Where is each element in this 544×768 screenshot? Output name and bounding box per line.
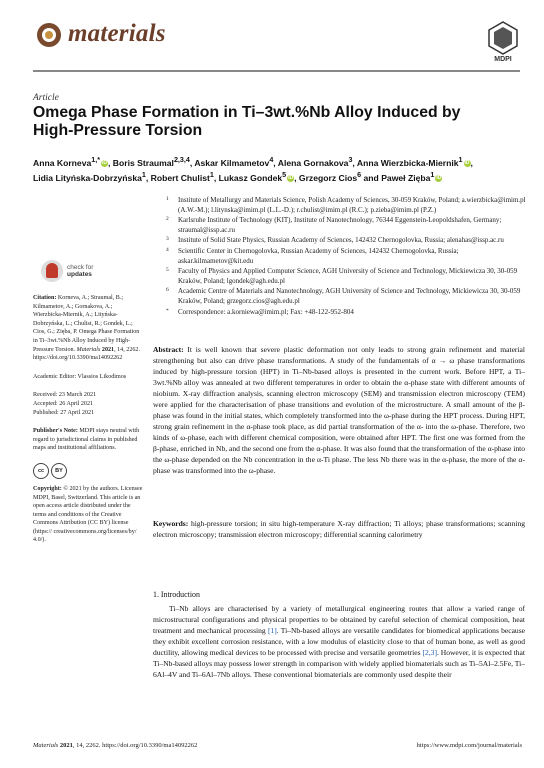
publisher-note-text: MDPI stays neutral with regard to jurisdictional claims in published maps and institutional affiliations. [33, 428, 140, 452]
affiliation-text: Faculty of Physics and Applied Computer Science, AGH University of Science and Technology, Mickiewicza 30, 30-059 Kraków, Poland; lgondek@agh.edu.pl [178, 267, 518, 285]
keywords [153, 518, 525, 540]
affiliation-item [166, 287, 526, 306]
affiliation-text: Scientific Center in Chernogolovka, Russian Academy of Sciences, 142432 Chernogolovka, Russia; askar.kilmametov@kit.edu [178, 246, 459, 265]
accepted-date: Accepted: 26 April 2021 [33, 400, 94, 407]
affiliation-number: * [166, 307, 169, 314]
copyright-block [33, 485, 143, 545]
sidebar [33, 260, 143, 555]
author-sup: 6 [357, 170, 362, 179]
affiliation-item [166, 247, 526, 266]
affiliation-number: 2 [166, 216, 169, 223]
keywords-label: Keywords: [153, 519, 189, 528]
author-sup: 2,3,4 [173, 156, 190, 164]
author: Lidia Lityńska-Dobrzyńska [33, 172, 142, 183]
affiliation-item [166, 267, 526, 286]
abstract-text: It is well known that severe plastic deformation not only leads to strong grain refinement and material strengthening but also can drive phase transformations. A study of the fundamentals of α → ω phase transformations induced by high-pressure torsion (HPT) in Ti–Nb-based alloys is presented in the current work. Before HPT, a Ti–3wt.%Nb alloy was annealed at two different temperatures in order to obtain the α-phase state with different amounts of niobium. X-ray diffraction analysis, scanning electron microscopy (SEM) and transmission electron microscopy (TEM) were applied for the characterisation of phase transitions and evolution of the microstructure. A small amount of the β-phase was found in the initial states, which completely transformed into the ω-phase during the HPT process. During HPT, strong grain refinement in the α-phase took place, as did partial transformation of the α- into the ω-phase. Therefore, two kinds of ω-phase, each with different chemical composition, were obtained after HPT. The first one was formed from the β-phase, enriched in Nb, and the second one from the α-phase. It was also found that the transformation of the α-phase into the ω-phase depended on the Nb concentration in the α-Ti phase. The less Nb there was in the α-phase, the more of the α-phase was transformed into the ω-phase. [153, 345, 525, 475]
citation-block [33, 294, 143, 363]
journal-name: materials [68, 20, 166, 47]
article-type: Article [33, 93, 59, 103]
author-line-1: Anna Korneva$^{1,*}$ iD, Boris Straumal$^{2,3,4}$, Askar Kilmametov$^4$, Alena Gornakova$^3$, Anna Wierzbicka-Miernik$^1$ iD, [33, 156, 473, 168]
affiliation-number: 4 [166, 246, 169, 253]
author: , Anna Wierzbicka-Miernik [352, 157, 459, 168]
orcid-icon[interactable]: iD [102, 160, 108, 167]
author-sup: 4 [269, 156, 274, 164]
affiliation-text: Academic Centre of Materials and Nanotechnology, AGH University of Science and Technology, Mickiewicza 30, 30-059 Kraków, Poland; grzegorz.cios@agh.edu.pl [178, 287, 521, 305]
author-sup: 3 [348, 156, 353, 164]
paper-title: Omega Phase Formation in Ti–3wt.%Nb Alloy Induced by High-Pressure Torsion [33, 104, 461, 139]
cc-license-badge[interactable] [33, 463, 67, 479]
citation-doi[interactable]: , 14, 2262. https://doi.org/10.3390/ma14092262 [33, 346, 140, 362]
affiliation-item [166, 216, 526, 235]
publisher-note [33, 427, 143, 453]
footer-journal-link[interactable]: https://www.mdpi.com/journal/materials [416, 742, 522, 749]
citation-year: 2021 [101, 346, 115, 353]
author-sup: 1 [430, 170, 435, 179]
abstract-label: Abstract: [153, 345, 184, 354]
affiliation-text: Correspondence: a.korniewa@imim.pl; Fax: +48-122-952-804 [178, 307, 354, 316]
author: and Paweł Zięba [361, 172, 431, 183]
author-list [33, 154, 523, 184]
author-sup: 1 [141, 170, 146, 179]
header-divider [33, 70, 520, 72]
publisher-name: MDPI [494, 56, 512, 63]
affiliation-number: 6 [166, 287, 169, 294]
affiliation-list [166, 196, 526, 317]
footer-journal: Materials [33, 742, 59, 749]
intro-text: Ti–Nb alloys are characterised by a variety of metallurgical engineering routes that allow a varied range of microstructural configurations and physical properties to be obtained by careful selection of chemical composition, heat treatment and mechanical processing [153, 604, 525, 635]
citation-link[interactable]: [2,3] [422, 648, 437, 657]
publisher-note-label: Publisher's Note: [33, 428, 78, 435]
section-heading: 1. Introduction [153, 590, 200, 599]
intro-text: . However, it is expected that Ti–Nb-based alloys may possess lower strength in comparison with widely applied biomaterials such as Ti–5Al–2.5Fe, Ti–6Al–4V and Ti–6Al–7Nb alloys. These conventional biomaterials are commonly used despite their [153, 648, 525, 679]
author: , Alena Gornakova [273, 157, 349, 168]
affiliation-text: Karlsruhe Institute of Technology (KIT), Institute of Nanotechnology, 76344 Eggenstein-Leopoldshafen, Germany; straumal@issp.ac.ru [178, 216, 502, 234]
copyright-label: Copyright: [33, 485, 62, 492]
mdpi-logo-icon [486, 21, 520, 55]
author-sup: 1 [209, 170, 214, 179]
affiliation-item [166, 196, 526, 215]
materials-logo-icon [36, 22, 62, 48]
received-date: Received: 23 March 2021 [33, 392, 97, 399]
cc-icon: cc [33, 463, 49, 479]
citation-text: Korneva, A.; Straumal, B.; Kilmametov, A.; Gornakova, A.; Wierzbicka-Miernik, A.; Lityńska-Dobrzyńska, L.; Chulist, R.; Gondek, L.; Cios, G.; Zięba, P. Omega Phase Formation in Ti–3wt.%Nb Alloy Induced by High-Pressure Torsion. [33, 295, 140, 353]
author-sup: 5 [282, 170, 287, 179]
author: , Grzegorz Cios [294, 172, 358, 183]
updates-label-strong: updates [67, 271, 92, 278]
citation-label: Citation: [33, 295, 57, 301]
orcid-icon[interactable]: iD [464, 160, 470, 167]
footer-citation [33, 742, 197, 749]
dates-block [33, 391, 143, 417]
author: , Askar Kilmametov [189, 157, 270, 168]
author-sup: 1 [458, 156, 463, 164]
citation-journal: Materials [76, 346, 101, 353]
footer-doi[interactable]: , 14, 2262. https://doi.org/10.3390/ma14092262 [72, 742, 198, 749]
updates-label: check for [67, 264, 94, 271]
keywords-text: high-pressure torsion; in situ high-temperature X-ray diffraction; Ti alloys; phase transformations; scanning electron microscopy; transmission electron microscopy; differential scanning calorimetry [153, 519, 525, 539]
academic-editor: Academic Editor: Vlassios Likodimos [33, 373, 127, 380]
citation-link[interactable]: [1] [267, 626, 277, 635]
affiliation-number: 5 [166, 267, 169, 274]
by-icon: BY [51, 463, 67, 479]
orcid-icon[interactable]: iD [436, 174, 442, 181]
intro-text: . Ti–Nb-based alloys are versatile candidates for biomedical applications because they exhibit excellent corrosion resistance, with a low modulus of elasticity close to that of human bone, as well as good ductility, allowing medical devices to be processed with precise and versatile geometries [153, 626, 525, 657]
footer-year: 2021 [59, 742, 73, 749]
author-sup: 1,* [91, 156, 101, 164]
bookmark-icon [41, 260, 63, 282]
affiliation-item [166, 236, 526, 246]
author: , Lukasz Gondek [213, 172, 283, 183]
affiliation-number: 1 [166, 196, 169, 202]
author: , Boris Straumal [108, 157, 174, 168]
introduction-paragraph [153, 603, 525, 680]
author: Anna Korneva [33, 157, 92, 168]
published-date: Published: 27 April 2021 [33, 409, 95, 416]
copyright-text: © 2021 by the authors. Licensee MDPI, Basel, Switzerland. This article is an open access article distributed under the terms and conditions of the Creative Commons Attribution (CC BY) license (https:// creativecommons.org/licenses/by/ 4.0/). [33, 485, 143, 544]
correspondence [166, 308, 526, 318]
affiliation-text: Institute of Solid State Physics, Russian Academy of Sciences, 142432 Chernogolovka, Russia; alenahas@issp.ac.ru [178, 236, 504, 245]
affiliation-number: 3 [166, 236, 169, 243]
orcid-icon[interactable]: iD [288, 174, 294, 181]
author-line-2 [33, 169, 523, 184]
abstract [153, 344, 525, 476]
check-for-updates-button[interactable] [41, 260, 143, 282]
author: , Robert Chulist [145, 172, 210, 183]
journal-logo [36, 18, 236, 54]
affiliation-text: Institute of Metallurgy and Materials Science, Polish Academy of Sciences, 30-059 Kraków, Poland; a.wierzbicka@imim.pl (A.W.-M.); l.litynska@imim.pl (L.L.-D.); r.chulist@imim.pl (R.C.); p.zieba@imim.pl (P.Z.) [178, 196, 526, 214]
